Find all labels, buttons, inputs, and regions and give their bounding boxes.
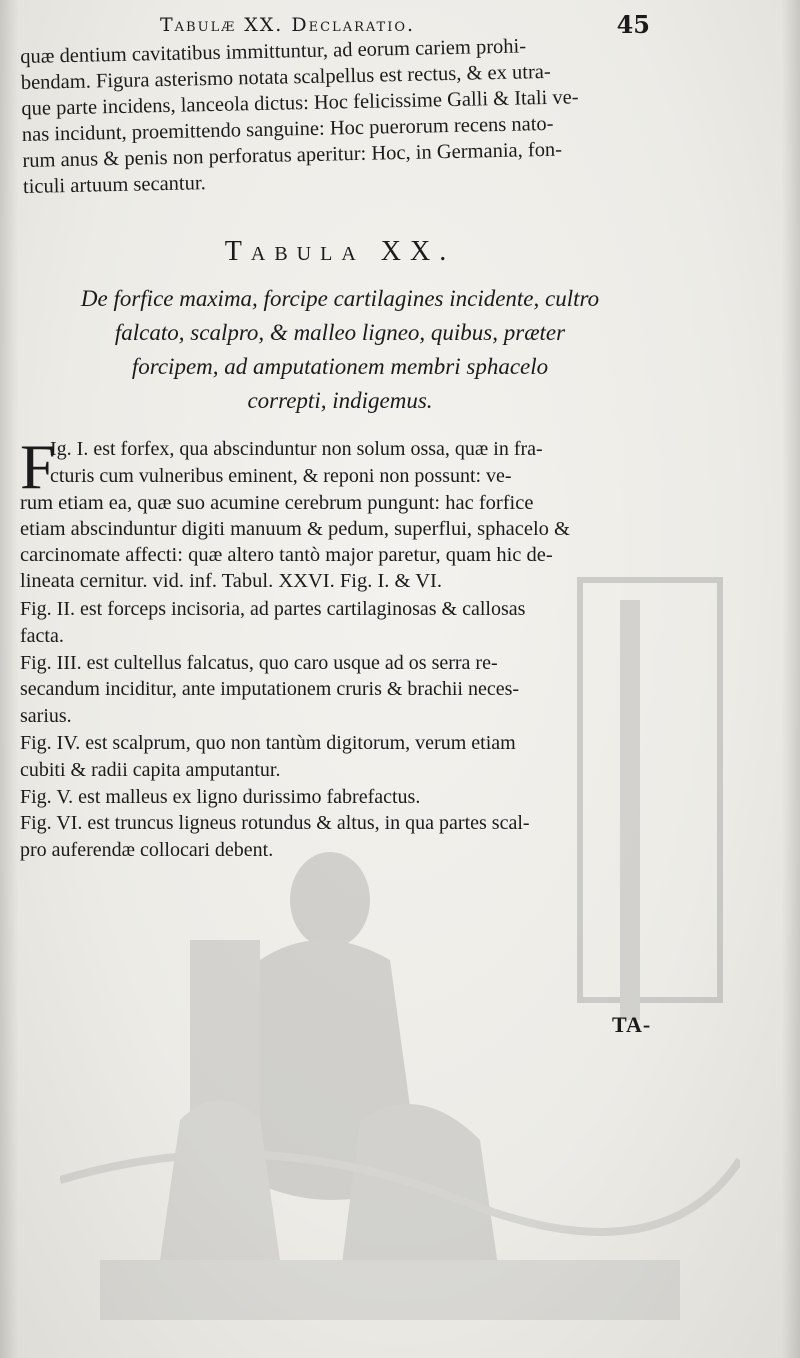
text-line: bendam. Figura asterismo notata scalpellus est rectus, & ex utra- (20, 60, 551, 94)
text-line: ticuli artuum secantur. (22, 172, 206, 198)
text-line: sarius. (20, 705, 72, 728)
text-line: Fig. III. est cultellus falcatus, quo caro usque ad os serra re- (20, 651, 498, 674)
text-line: que parte incidens, lanceola dictus: Hoc felicissime Galli & Itali ve- (21, 86, 579, 120)
text-line: carcinomate affecti: quæ altero tantò major paretur, quam hic de- (20, 543, 553, 566)
text-line: Fig. V. est malleus ex ligno durissimo fabrefactus. (20, 785, 421, 808)
text-line: Fig. VI. est truncus ligneus rotundus & altus, in qua partes scal- (20, 812, 530, 835)
text-line: cubiti & radii capita amputantur. (20, 758, 281, 781)
running-head-title: Tabulæ XX. Declaratio. (160, 14, 416, 36)
page-edge-shadow-left (0, 0, 18, 1358)
text-line: facta. (20, 624, 64, 647)
text-line: lineata cernitur. vid. inf. Tabul. XXVI. Fig. I. & VI. (20, 569, 442, 592)
catchword: TA- (612, 1012, 652, 1037)
subtitle-line: De forfice maxima, forcipe cartilagines incidente, cultro (80, 286, 600, 311)
text-line: etiam abscinduntur digiti manuum & pedum, superflui, sphacelo & (20, 517, 570, 540)
page-number: 45 (616, 10, 650, 39)
page-edge-shadow-right (782, 0, 800, 1358)
text-line: nas incidunt, proemittendo sanguine: Hoc puerorum recens nato- (21, 112, 554, 146)
drop-cap: F (20, 431, 56, 502)
fig1-paragraph-head (50, 436, 660, 490)
figure-descriptions (20, 596, 660, 864)
text-line: cturis cum vulneribus eminent, & reponi non possunt: ve- (50, 464, 512, 487)
text-line: Fig. IV. est scalprum, quo non tantùm digitorum, verum etiam (20, 731, 516, 754)
text-line: quæ dentium cavitatibus immittuntur, ad eorum cariem prohi- (20, 35, 527, 68)
plate-subtitle (0, 282, 680, 418)
text-line: Ig. I. est forfex, qua abscinduntur non solum ossa, quæ in fra- (50, 438, 543, 460)
fig1-paragraph-body (20, 490, 660, 594)
subtitle-line: forcipem, ad amputationem membri sphacelo (131, 354, 549, 379)
text-line: pro auferendæ collocari debent. (20, 839, 274, 862)
plate-heading: Tabula XX. (224, 236, 456, 267)
text-line: Fig. II. est forceps incisoria, ad partes cartilaginosas & callosas (20, 598, 526, 620)
subtitle-line: correpti, indigemus. (247, 388, 433, 413)
text-line: rum etiam ea, quæ suo acumine cerebrum pungunt: hac forfice (20, 491, 534, 514)
text-line: secandum inciditur, ante imputationem cruris & brachii neces- (20, 678, 520, 701)
text-line: rum anus & penis non perforatus aperitur: Hoc, in Germania, fon- (22, 138, 563, 172)
subtitle-line: falcato, scalpro, & malleo ligneo, quibus, præter (114, 320, 566, 345)
intro-paragraph (20, 31, 663, 200)
